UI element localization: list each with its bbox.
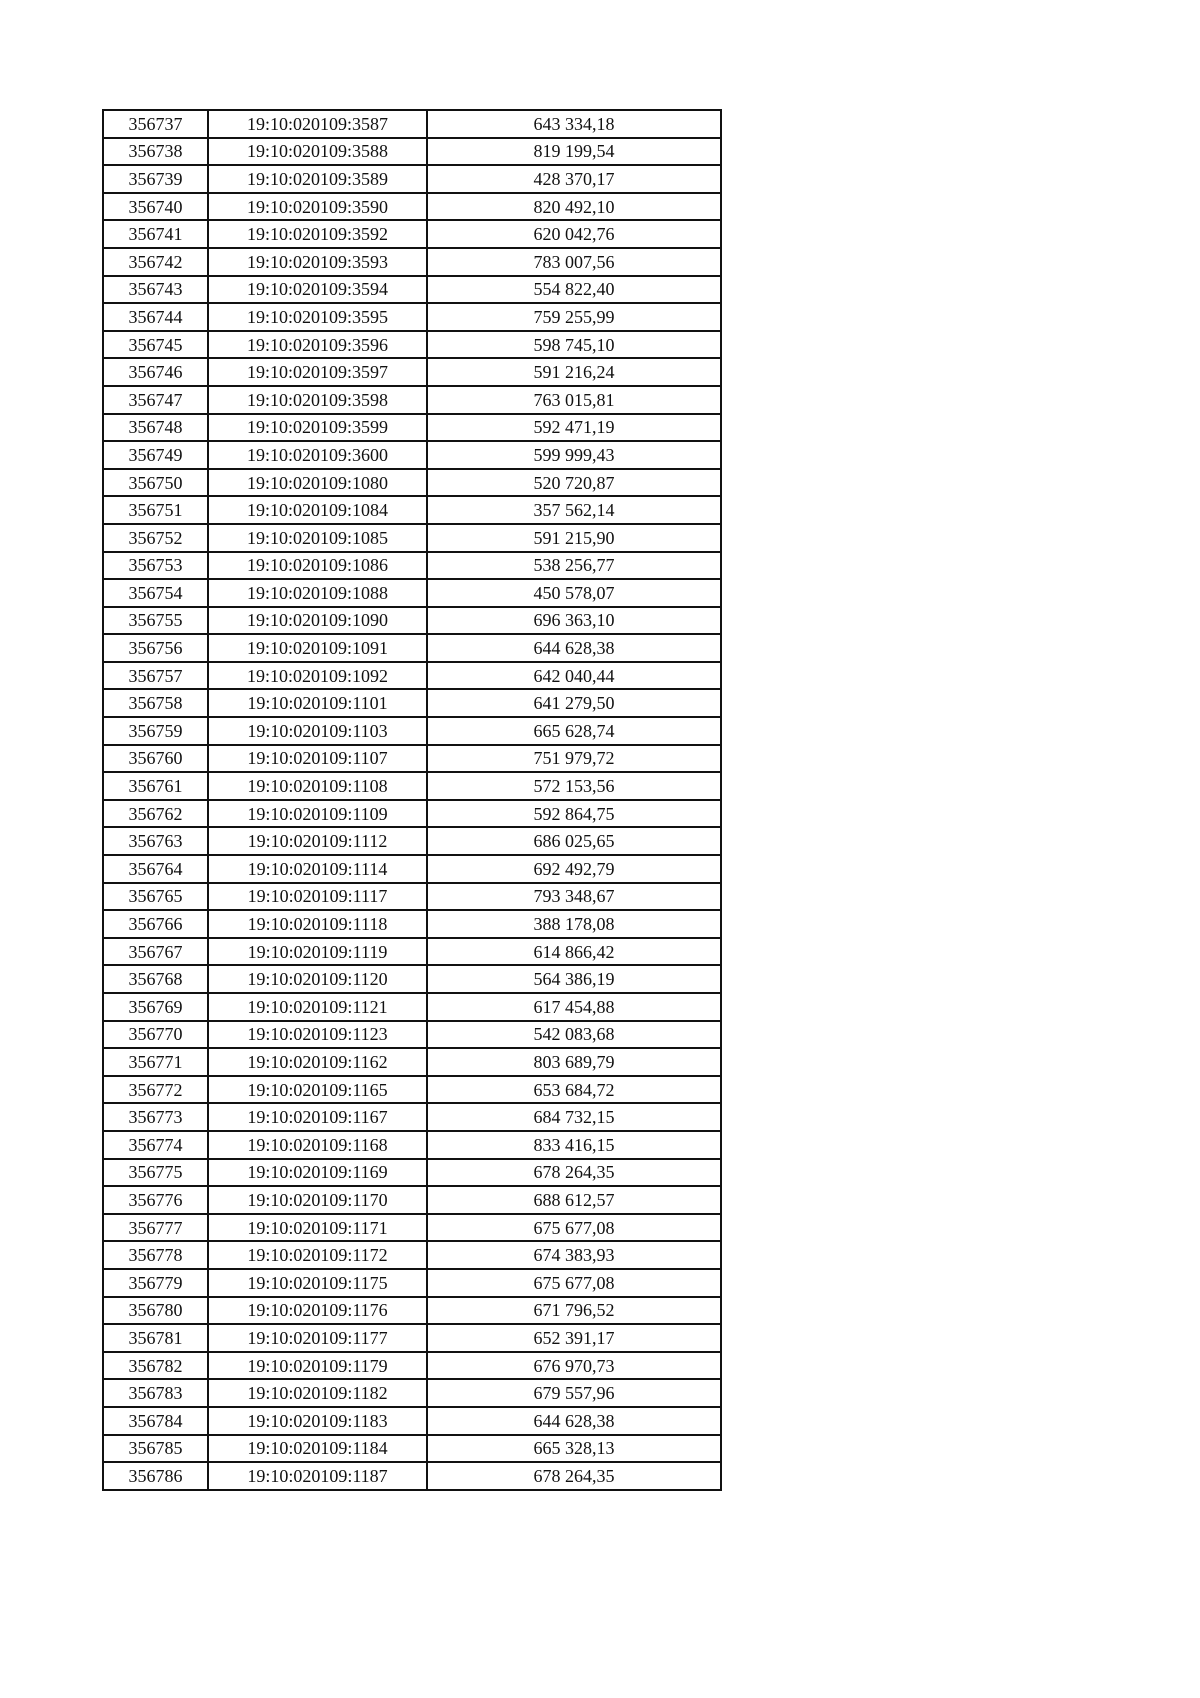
row-number-cell: 356746 — [103, 358, 208, 386]
value-cell: 591 215,90 — [427, 524, 721, 552]
table-row — [103, 1021, 721, 1049]
row-number-cell: 356739 — [103, 165, 208, 193]
cadastral-number-cell: 19:10:020109:1177 — [208, 1324, 427, 1352]
row-number-cell: 356782 — [103, 1352, 208, 1380]
value-cell: 783 007,56 — [427, 248, 721, 276]
table-row — [103, 441, 721, 469]
table-row — [103, 800, 721, 828]
value-cell: 763 015,81 — [427, 386, 721, 414]
cadastral-number-cell: 19:10:020109:1184 — [208, 1435, 427, 1463]
value-cell: 679 557,96 — [427, 1379, 721, 1407]
cadastral-number-cell: 19:10:020109:1086 — [208, 552, 427, 580]
cadastral-number-cell: 19:10:020109:1179 — [208, 1352, 427, 1380]
table-row — [103, 910, 721, 938]
cadastral-number-cell: 19:10:020109:1169 — [208, 1159, 427, 1187]
row-number-cell: 356775 — [103, 1159, 208, 1187]
value-cell: 751 979,72 — [427, 745, 721, 773]
value-cell: 641 279,50 — [427, 689, 721, 717]
row-number-cell: 356777 — [103, 1214, 208, 1242]
cadastral-number-cell: 19:10:020109:3598 — [208, 386, 427, 414]
table-row — [103, 965, 721, 993]
row-number-cell: 356770 — [103, 1021, 208, 1049]
value-cell: 357 562,14 — [427, 496, 721, 524]
value-cell: 617 454,88 — [427, 993, 721, 1021]
cadastral-number-cell: 19:10:020109:3590 — [208, 193, 427, 221]
row-number-cell: 356744 — [103, 303, 208, 331]
value-cell: 428 370,17 — [427, 165, 721, 193]
row-number-cell: 356776 — [103, 1186, 208, 1214]
value-cell: 820 492,10 — [427, 193, 721, 221]
row-number-cell: 356762 — [103, 800, 208, 828]
value-cell: 803 689,79 — [427, 1048, 721, 1076]
row-number-cell: 356781 — [103, 1324, 208, 1352]
table-row — [103, 1131, 721, 1159]
cadastral-number-cell: 19:10:020109:1123 — [208, 1021, 427, 1049]
row-number-cell: 356749 — [103, 441, 208, 469]
table-row — [103, 1103, 721, 1131]
table-row — [103, 1241, 721, 1269]
cadastral-number-cell: 19:10:020109:1101 — [208, 689, 427, 717]
table-row — [103, 165, 721, 193]
value-cell: 592 864,75 — [427, 800, 721, 828]
value-cell: 620 042,76 — [427, 220, 721, 248]
cadastral-number-cell: 19:10:020109:3595 — [208, 303, 427, 331]
row-number-cell: 356741 — [103, 220, 208, 248]
row-number-cell: 356783 — [103, 1379, 208, 1407]
cadastral-number-cell: 19:10:020109:1092 — [208, 662, 427, 690]
row-number-cell: 356755 — [103, 607, 208, 635]
row-number-cell: 356764 — [103, 855, 208, 883]
table-row — [103, 938, 721, 966]
cadastral-number-cell: 19:10:020109:1175 — [208, 1269, 427, 1297]
cadastral-number-cell: 19:10:020109:1120 — [208, 965, 427, 993]
table-row — [103, 1159, 721, 1187]
cadastral-number-cell: 19:10:020109:3588 — [208, 138, 427, 166]
cadastral-number-cell: 19:10:020109:1165 — [208, 1076, 427, 1104]
cadastral-number-cell: 19:10:020109:1168 — [208, 1131, 427, 1159]
cadastral-number-cell: 19:10:020109:1107 — [208, 745, 427, 773]
row-number-cell: 356763 — [103, 827, 208, 855]
row-number-cell: 356742 — [103, 248, 208, 276]
cadastral-number-cell: 19:10:020109:1085 — [208, 524, 427, 552]
cadastral-number-cell: 19:10:020109:3600 — [208, 441, 427, 469]
row-number-cell: 356769 — [103, 993, 208, 1021]
row-number-cell: 356786 — [103, 1462, 208, 1490]
cadastral-number-cell: 19:10:020109:3597 — [208, 358, 427, 386]
value-cell: 692 492,79 — [427, 855, 721, 883]
table-row — [103, 1297, 721, 1325]
value-cell: 538 256,77 — [427, 552, 721, 580]
row-number-cell: 356752 — [103, 524, 208, 552]
row-number-cell: 356748 — [103, 414, 208, 442]
cadastral-number-cell: 19:10:020109:1088 — [208, 579, 427, 607]
table-row — [103, 358, 721, 386]
row-number-cell: 356785 — [103, 1435, 208, 1463]
table-row — [103, 220, 721, 248]
value-cell: 598 745,10 — [427, 331, 721, 359]
row-number-cell: 356771 — [103, 1048, 208, 1076]
cadastral-number-cell: 19:10:020109:1171 — [208, 1214, 427, 1242]
table-row — [103, 993, 721, 1021]
table-row — [103, 110, 721, 138]
cadastral-number-cell: 19:10:020109:1090 — [208, 607, 427, 635]
value-cell: 675 677,08 — [427, 1269, 721, 1297]
table-row — [103, 662, 721, 690]
row-number-cell: 356761 — [103, 772, 208, 800]
row-number-cell: 356773 — [103, 1103, 208, 1131]
row-number-cell: 356738 — [103, 138, 208, 166]
table-row — [103, 883, 721, 911]
table-row — [103, 689, 721, 717]
row-number-cell: 356765 — [103, 883, 208, 911]
cadastral-number-cell: 19:10:020109:1176 — [208, 1297, 427, 1325]
table-row — [103, 414, 721, 442]
row-number-cell: 356745 — [103, 331, 208, 359]
cadastral-number-cell: 19:10:020109:1162 — [208, 1048, 427, 1076]
table-row — [103, 138, 721, 166]
row-number-cell: 356774 — [103, 1131, 208, 1159]
cadastral-number-cell: 19:10:020109:3593 — [208, 248, 427, 276]
cadastral-number-cell: 19:10:020109:1103 — [208, 717, 427, 745]
table-row — [103, 552, 721, 580]
row-number-cell: 356740 — [103, 193, 208, 221]
value-cell: 686 025,65 — [427, 827, 721, 855]
table-body — [103, 110, 721, 1490]
cadastral-number-cell: 19:10:020109:3594 — [208, 276, 427, 304]
value-cell: 819 199,54 — [427, 138, 721, 166]
cadastral-number-cell: 19:10:020109:1117 — [208, 883, 427, 911]
cadastral-number-cell: 19:10:020109:1080 — [208, 469, 427, 497]
value-cell: 678 264,35 — [427, 1462, 721, 1490]
value-cell: 520 720,87 — [427, 469, 721, 497]
cadastral-value-table — [102, 109, 722, 1491]
value-cell: 684 732,15 — [427, 1103, 721, 1131]
value-cell: 653 684,72 — [427, 1076, 721, 1104]
row-number-cell: 356759 — [103, 717, 208, 745]
row-number-cell: 356756 — [103, 634, 208, 662]
row-number-cell: 356757 — [103, 662, 208, 690]
row-number-cell: 356753 — [103, 552, 208, 580]
cadastral-number-cell: 19:10:020109:1109 — [208, 800, 427, 828]
cadastral-number-cell: 19:10:020109:1121 — [208, 993, 427, 1021]
value-cell: 671 796,52 — [427, 1297, 721, 1325]
cadastral-number-cell: 19:10:020109:3599 — [208, 414, 427, 442]
table-row — [103, 579, 721, 607]
cadastral-number-cell: 19:10:020109:1084 — [208, 496, 427, 524]
cadastral-number-cell: 19:10:020109:1183 — [208, 1407, 427, 1435]
row-number-cell: 356768 — [103, 965, 208, 993]
row-number-cell: 356754 — [103, 579, 208, 607]
value-cell: 665 328,13 — [427, 1435, 721, 1463]
cadastral-number-cell: 19:10:020109:3592 — [208, 220, 427, 248]
row-number-cell: 356779 — [103, 1269, 208, 1297]
value-cell: 450 578,07 — [427, 579, 721, 607]
table-row — [103, 248, 721, 276]
cadastral-number-cell: 19:10:020109:1114 — [208, 855, 427, 883]
value-cell: 542 083,68 — [427, 1021, 721, 1049]
table-row — [103, 469, 721, 497]
value-cell: 599 999,43 — [427, 441, 721, 469]
row-number-cell: 356758 — [103, 689, 208, 717]
row-number-cell: 356772 — [103, 1076, 208, 1104]
value-cell: 554 822,40 — [427, 276, 721, 304]
value-cell: 675 677,08 — [427, 1214, 721, 1242]
cadastral-number-cell: 19:10:020109:3587 — [208, 110, 427, 138]
row-number-cell: 356778 — [103, 1241, 208, 1269]
value-cell: 644 628,38 — [427, 634, 721, 662]
value-cell: 642 040,44 — [427, 662, 721, 690]
row-number-cell: 356766 — [103, 910, 208, 938]
table-row — [103, 745, 721, 773]
value-cell: 678 264,35 — [427, 1159, 721, 1187]
value-cell: 652 391,17 — [427, 1324, 721, 1352]
table-row — [103, 772, 721, 800]
table-row — [103, 1435, 721, 1463]
value-cell: 592 471,19 — [427, 414, 721, 442]
value-cell: 614 866,42 — [427, 938, 721, 966]
row-number-cell: 356751 — [103, 496, 208, 524]
value-cell: 591 216,24 — [427, 358, 721, 386]
table-row — [103, 524, 721, 552]
row-number-cell: 356747 — [103, 386, 208, 414]
value-cell: 644 628,38 — [427, 1407, 721, 1435]
cadastral-number-cell: 19:10:020109:3589 — [208, 165, 427, 193]
value-cell: 665 628,74 — [427, 717, 721, 745]
table-row — [103, 827, 721, 855]
table-row — [103, 855, 721, 883]
value-cell: 643 334,18 — [427, 110, 721, 138]
table-row — [103, 607, 721, 635]
table-row — [103, 1269, 721, 1297]
row-number-cell: 356767 — [103, 938, 208, 966]
table-row — [103, 303, 721, 331]
table-row — [103, 1186, 721, 1214]
row-number-cell: 356737 — [103, 110, 208, 138]
row-number-cell: 356750 — [103, 469, 208, 497]
row-number-cell: 356784 — [103, 1407, 208, 1435]
row-number-cell: 356743 — [103, 276, 208, 304]
table-row — [103, 331, 721, 359]
cadastral-number-cell: 19:10:020109:1167 — [208, 1103, 427, 1131]
cadastral-number-cell: 19:10:020109:1172 — [208, 1241, 427, 1269]
table-row — [103, 1214, 721, 1242]
table-row — [103, 1462, 721, 1490]
cadastral-number-cell: 19:10:020109:1187 — [208, 1462, 427, 1490]
cadastral-number-cell: 19:10:020109:1182 — [208, 1379, 427, 1407]
table-row — [103, 1048, 721, 1076]
table-row — [103, 1379, 721, 1407]
value-cell: 564 386,19 — [427, 965, 721, 993]
table-row — [103, 1076, 721, 1104]
value-cell: 674 383,93 — [427, 1241, 721, 1269]
value-cell: 572 153,56 — [427, 772, 721, 800]
value-cell: 759 255,99 — [427, 303, 721, 331]
row-number-cell: 356760 — [103, 745, 208, 773]
table-row — [103, 276, 721, 304]
value-cell: 696 363,10 — [427, 607, 721, 635]
table-row — [103, 1352, 721, 1380]
table-row — [103, 496, 721, 524]
table-row — [103, 193, 721, 221]
cadastral-number-cell: 19:10:020109:1112 — [208, 827, 427, 855]
value-cell: 676 970,73 — [427, 1352, 721, 1380]
cadastral-number-cell: 19:10:020109:1118 — [208, 910, 427, 938]
cadastral-number-cell: 19:10:020109:1091 — [208, 634, 427, 662]
table-row — [103, 1324, 721, 1352]
cadastral-number-cell: 19:10:020109:1170 — [208, 1186, 427, 1214]
table-row — [103, 634, 721, 662]
row-number-cell: 356780 — [103, 1297, 208, 1325]
value-cell: 388 178,08 — [427, 910, 721, 938]
cadastral-number-cell: 19:10:020109:1119 — [208, 938, 427, 966]
value-cell: 793 348,67 — [427, 883, 721, 911]
table-row — [103, 386, 721, 414]
table-row — [103, 1407, 721, 1435]
value-cell: 833 416,15 — [427, 1131, 721, 1159]
table-row — [103, 717, 721, 745]
value-cell: 688 612,57 — [427, 1186, 721, 1214]
cadastral-number-cell: 19:10:020109:3596 — [208, 331, 427, 359]
cadastral-number-cell: 19:10:020109:1108 — [208, 772, 427, 800]
